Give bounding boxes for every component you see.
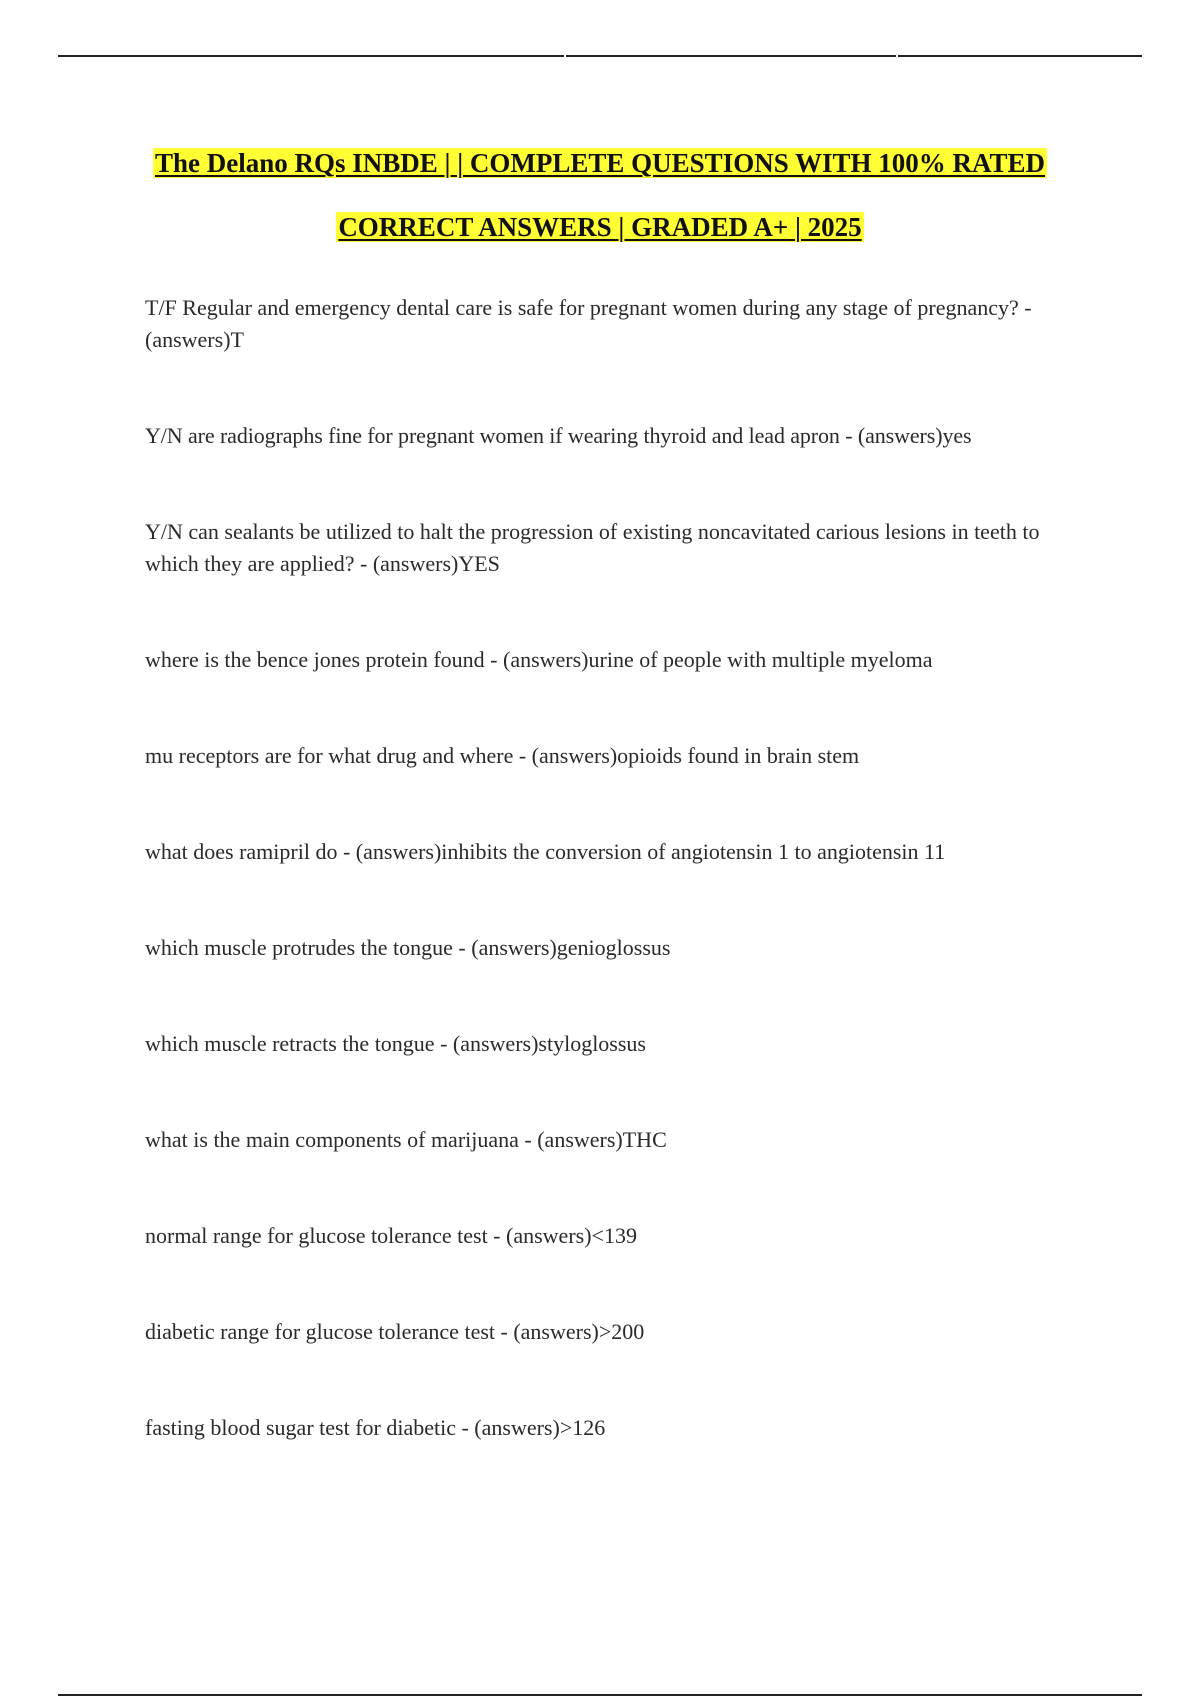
qa-item: which muscle retracts the tongue - (answers)styloglossus bbox=[145, 1031, 646, 1056]
qa-item: what is the main components of marijuana - (answers)THC bbox=[145, 1127, 667, 1152]
bottom-rule bbox=[58, 1694, 1142, 1696]
qa-item: Y/N are radiographs fine for pregnant women if wearing thyroid and lead apron - (answers)yes bbox=[145, 423, 972, 448]
title-line-1: The Delano RQs INBDE | | COMPLETE QUESTIONS WITH 100% RATED bbox=[154, 148, 1046, 178]
document-title bbox=[100, 143, 1100, 271]
qa-item: where is the bence jones protein found - (answers)urine of people with multiple myeloma bbox=[145, 647, 933, 672]
top-rule-segment bbox=[58, 55, 564, 57]
qa-item: which muscle protrudes the tongue - (answers)genioglossus bbox=[145, 935, 671, 960]
qa-item: diabetic range for glucose tolerance test - (answers)>200 bbox=[145, 1319, 645, 1344]
qa-item: fasting blood sugar test for diabetic - (answers)>126 bbox=[145, 1415, 606, 1440]
top-rule-segment bbox=[898, 55, 1142, 57]
title-line bbox=[100, 143, 1100, 207]
top-rule-segment bbox=[566, 55, 896, 57]
qa-item: normal range for glucose tolerance test - (answers)<139 bbox=[145, 1223, 637, 1248]
title-line-2: CORRECT ANSWERS | GRADED A+ | 2025 bbox=[338, 212, 862, 242]
qa-item: what does ramipril do - (answers)inhibits the conversion of angiotensin 1 to angiotensin 11 bbox=[145, 839, 946, 864]
qa-item: mu receptors are for what drug and where - (answers)opioids found in brain stem bbox=[145, 743, 860, 768]
qa-item: Y/N can sealants be utilized to halt the progression of existing noncavitated carious lesions in teeth to which they are applied? - (answers)YES bbox=[145, 519, 1040, 576]
qa-item: T/F Regular and emergency dental care is safe for pregnant women during any stage of pregnancy? - (answers)T bbox=[145, 295, 1032, 352]
title-line bbox=[100, 207, 1100, 271]
qa-list bbox=[145, 292, 1085, 1508]
